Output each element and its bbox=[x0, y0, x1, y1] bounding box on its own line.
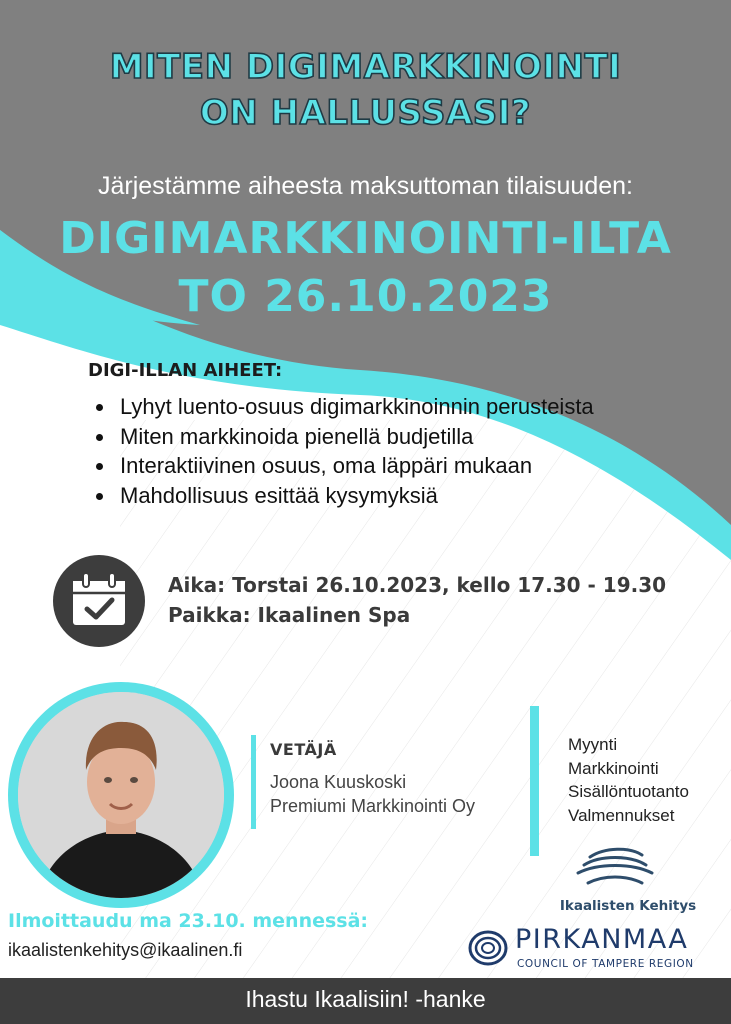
list-item: Valmennukset bbox=[568, 805, 675, 825]
leader-company: Premiumi Markkinointi Oy bbox=[270, 796, 476, 816]
divider-bar bbox=[530, 706, 539, 856]
leader-name: Joona Kuuskoski bbox=[270, 772, 407, 792]
headline-line2: ON HALLUSSASI? bbox=[199, 93, 532, 133]
divider-bar bbox=[251, 735, 256, 829]
main-headline bbox=[0, 44, 731, 136]
list-item: Mahdollisuus esittää kysymyksiä bbox=[92, 481, 594, 511]
calendar-check-icon bbox=[53, 555, 145, 647]
list-item: Interaktiivinen osuus, oma läppäri mukaan bbox=[92, 451, 594, 481]
leader-info bbox=[270, 770, 475, 818]
list-item: Sisällöntuotanto bbox=[568, 782, 689, 801]
leader-label: VETÄJÄ bbox=[270, 740, 337, 759]
calendar-badge bbox=[53, 555, 145, 647]
pirkanmaa-logo-subtitle: COUNCIL OF TAMPERE REGION bbox=[517, 958, 694, 970]
list-item: Lyhyt luento-osuus digimarkkinoinnin perusteista bbox=[92, 392, 594, 422]
ikaalisten-logo-text: Ikaalisten Kehitys bbox=[559, 898, 697, 914]
footer-text: Ihastu Ikaalisiin! -hanke bbox=[245, 986, 486, 1012]
list-item: Myynti bbox=[568, 735, 618, 754]
topics-title: DIGI-ILLAN AIHEET: bbox=[88, 360, 283, 381]
topics-list bbox=[92, 392, 594, 510]
pirkanmaa-logo-text: PIRKANMAA bbox=[515, 924, 689, 955]
event-title: DIGIMARKKINOINTI-ILTA bbox=[59, 213, 672, 264]
leader-photo bbox=[18, 692, 224, 898]
event-time: Aika: Torstai 26.10.2023, kello 17.30 - 19.30 bbox=[168, 573, 667, 597]
registration-email[interactable]: ikaalistenkehitys@ikaalinen.fi bbox=[8, 940, 243, 960]
pirkanmaa-logo-icon bbox=[466, 926, 510, 970]
list-item: Markkinointi bbox=[568, 758, 659, 778]
services-list bbox=[568, 733, 689, 827]
registration-title: Ilmoittaudu ma 23.10. mennessä: bbox=[8, 910, 369, 932]
event-date: TO 26.10.2023 bbox=[178, 271, 553, 322]
event-details bbox=[168, 570, 666, 630]
intro-text: Järjestämme aiheesta maksuttoman tilaisuuden: bbox=[98, 172, 633, 200]
event-place: Paikka: Ikaalinen Spa bbox=[168, 603, 411, 627]
ikaalisten-logo-icon bbox=[560, 843, 670, 893]
headline-line1: MITEN DIGIMARKKINOINTI bbox=[109, 47, 622, 87]
list-item: Miten markkinoida pienellä budjetilla bbox=[92, 422, 594, 452]
